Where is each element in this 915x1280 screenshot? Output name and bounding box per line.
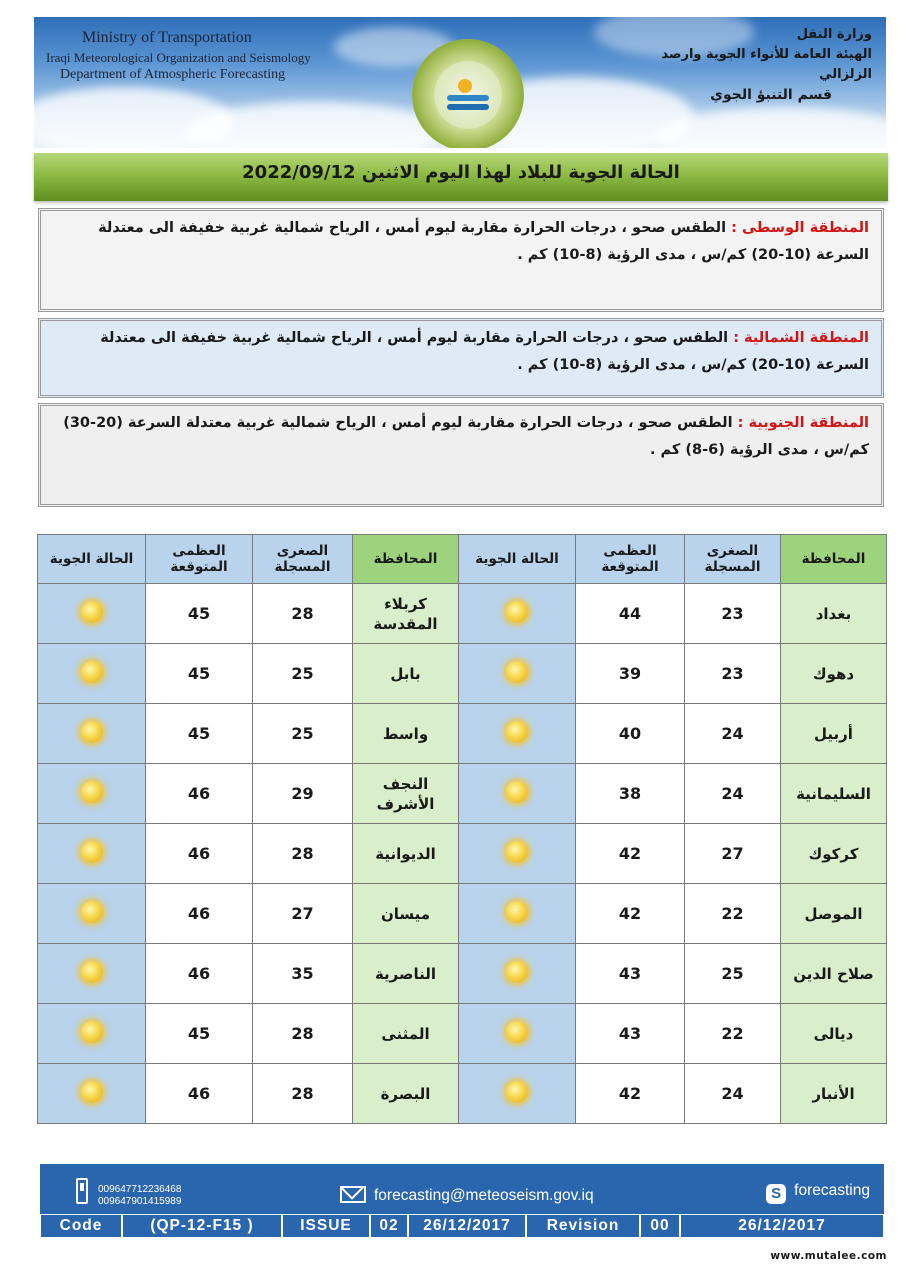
- footer: [40, 1164, 884, 1238]
- col-header-province: المحافظة: [781, 535, 887, 584]
- min-temp-cell: 28: [253, 584, 353, 644]
- province-cell: أربيل: [781, 704, 887, 764]
- province-cell: كربلاء المقدسة: [353, 584, 459, 644]
- table-row: [38, 1004, 887, 1064]
- weather-cell: [38, 704, 146, 764]
- min-temp-cell: 24: [685, 704, 781, 764]
- sun-icon: [506, 721, 528, 743]
- region-text: الطقس صحو ، درجات الحرارة مقاربة ليوم أمس ، الرياح شمالية غربية معتدلة السرعة (20-30) كم/س ، مدى الرؤية (6-8) كم .: [63, 415, 869, 458]
- revision-date: 26/12/2017: [680, 1214, 884, 1238]
- temperature-table: [37, 534, 887, 1124]
- min-temp-cell: 28: [253, 1004, 353, 1064]
- min-temp-cell: 23: [685, 644, 781, 704]
- region-south: [38, 403, 884, 507]
- table-header-row: [38, 535, 887, 584]
- province-cell: ديالى: [781, 1004, 887, 1064]
- table-row: [38, 944, 887, 1004]
- sun-icon: [506, 901, 528, 923]
- sun-icon: [81, 1081, 103, 1103]
- table-row: [38, 1064, 887, 1124]
- max-temp-cell: 45: [146, 644, 253, 704]
- website-watermark: www.mutalee.com: [770, 1250, 887, 1262]
- table-row: [38, 884, 887, 944]
- page-title: الحالة الجوية للبلاد لهذا اليوم الاثنين 2022/09/12: [242, 162, 680, 183]
- table-row: [38, 824, 887, 884]
- province-cell: النجف الأشرف: [353, 764, 459, 824]
- envelope-icon: [340, 1186, 366, 1203]
- sun-icon: [506, 661, 528, 683]
- region-text: الطقس صحو ، درجات الحرارة مقاربة ليوم أمس ، الرياح شمالية غربية خفيفة الى معتدلة السرعة (10-20) كم/س ، مدى الرؤية (8-10) كم .: [98, 220, 869, 263]
- min-temp-cell: 25: [253, 644, 353, 704]
- ministry-name-en: Ministry of Transportation: [82, 29, 252, 46]
- col-header-max: العظمى المتوقعة: [576, 535, 685, 584]
- ministry-name-ar: وزارة النقل: [796, 27, 872, 42]
- min-temp-cell: 24: [685, 764, 781, 824]
- sun-icon: [81, 781, 103, 803]
- max-temp-cell: 46: [146, 884, 253, 944]
- min-temp-cell: 28: [253, 1064, 353, 1124]
- max-temp-cell: 43: [576, 944, 685, 1004]
- min-temp-cell: 27: [253, 884, 353, 944]
- sun-icon: [506, 841, 528, 863]
- organization-logo: [412, 39, 524, 148]
- col-header-min: الصغرى المسجلة: [685, 535, 781, 584]
- skype-icon: S: [766, 1184, 786, 1204]
- phone-number: 009647712236468: [98, 1184, 182, 1195]
- max-temp-cell: 46: [146, 1064, 253, 1124]
- province-cell: الأنبار: [781, 1064, 887, 1124]
- province-cell: صلاح الدين: [781, 944, 887, 1004]
- max-temp-cell: 42: [576, 1064, 685, 1124]
- max-temp-cell: 42: [576, 824, 685, 884]
- max-temp-cell: 45: [146, 584, 253, 644]
- min-temp-cell: 25: [685, 944, 781, 1004]
- province-cell: بابل: [353, 644, 459, 704]
- max-temp-cell: 43: [576, 1004, 685, 1064]
- sun-icon: [506, 961, 528, 983]
- table-row: [38, 644, 887, 704]
- weather-cell: [459, 704, 576, 764]
- col-header-min: الصغرى المسجلة: [253, 535, 353, 584]
- min-temp-cell: 23: [685, 584, 781, 644]
- province-cell: الديوانية: [353, 824, 459, 884]
- province-cell: بغداد: [781, 584, 887, 644]
- table-row: [38, 704, 887, 764]
- weather-cell: [38, 644, 146, 704]
- weather-cell: [459, 884, 576, 944]
- region-central: [38, 208, 884, 312]
- col-header-max: العظمى المتوقعة: [146, 535, 253, 584]
- organization-name-en: Iraqi Meteorological Organization and Seismology: [46, 49, 311, 65]
- weather-cell: [459, 1064, 576, 1124]
- max-temp-cell: 46: [146, 764, 253, 824]
- english-header: [46, 27, 346, 85]
- phone-icon: [76, 1178, 88, 1204]
- col-header-weather: الحالة الجوية: [459, 535, 576, 584]
- col-header-province: المحافظة: [353, 535, 459, 584]
- code-label: Code: [40, 1214, 122, 1238]
- weather-cell: [38, 1004, 146, 1064]
- min-temp-cell: 28: [253, 824, 353, 884]
- province-cell: الموصل: [781, 884, 887, 944]
- province-cell: الناصرية: [353, 944, 459, 1004]
- max-temp-cell: 39: [576, 644, 685, 704]
- header-banner: [34, 17, 886, 148]
- weather-cell: [459, 824, 576, 884]
- phone-number: 009647901415989: [98, 1196, 182, 1207]
- region-name: المنطقة الشمالية :: [733, 330, 869, 346]
- max-temp-cell: 42: [576, 884, 685, 944]
- min-temp-cell: 22: [685, 884, 781, 944]
- max-temp-cell: 46: [146, 824, 253, 884]
- email-contact[interactable]: [340, 1186, 594, 1205]
- weather-cell: [38, 584, 146, 644]
- weather-cell: [38, 944, 146, 1004]
- max-temp-cell: 45: [146, 704, 253, 764]
- organization-name-ar: الهيئة العامة للأنواء الجوية وارصد الزلزالي: [661, 47, 872, 83]
- weather-cell: [459, 1004, 576, 1064]
- max-temp-cell: 38: [576, 764, 685, 824]
- issue-number: 02: [370, 1214, 408, 1238]
- sun-icon: [81, 721, 103, 743]
- email-address[interactable]: forecasting@meteoseism.gov.iq: [374, 1187, 594, 1204]
- province-cell: كركوك: [781, 824, 887, 884]
- revision-label: Revision: [526, 1214, 640, 1238]
- province-cell: دهوك: [781, 644, 887, 704]
- min-temp-cell: 29: [253, 764, 353, 824]
- sun-icon: [81, 961, 103, 983]
- department-name-ar: قسم التنبؤ الجوي: [710, 87, 832, 104]
- sun-icon: [81, 661, 103, 683]
- sun-icon: [506, 601, 528, 623]
- sun-icon: [81, 1021, 103, 1043]
- weather-cell: [459, 584, 576, 644]
- sun-icon: [81, 901, 103, 923]
- min-temp-cell: 24: [685, 1064, 781, 1124]
- col-header-weather: الحالة الجوية: [38, 535, 146, 584]
- weather-cell: [459, 944, 576, 1004]
- table-row: [38, 764, 887, 824]
- weather-cell: [459, 644, 576, 704]
- arabic-header: [612, 25, 872, 107]
- weather-cell: [459, 764, 576, 824]
- department-name-en: Department of Atmospheric Forecasting: [60, 67, 286, 83]
- province-cell: المثنى: [353, 1004, 459, 1064]
- sun-icon: [506, 1021, 528, 1043]
- code-value: (QP-12-F15 ): [122, 1214, 282, 1238]
- weather-cell: [38, 884, 146, 944]
- min-temp-cell: 25: [253, 704, 353, 764]
- phone-numbers: [98, 1184, 181, 1208]
- sun-icon: [81, 601, 103, 623]
- issue-date: 26/12/2017: [408, 1214, 526, 1238]
- weather-cell: [38, 764, 146, 824]
- province-cell: ميسان: [353, 884, 459, 944]
- max-temp-cell: 46: [146, 944, 253, 1004]
- weather-cell: [38, 824, 146, 884]
- skype-contact[interactable]: [766, 1182, 870, 1204]
- title-bar: [34, 153, 888, 201]
- province-cell: البصرة: [353, 1064, 459, 1124]
- province-cell: السليمانية: [781, 764, 887, 824]
- document-code-bar: [40, 1214, 884, 1238]
- skype-name: forecasting: [794, 1182, 870, 1199]
- weather-cell: [38, 1064, 146, 1124]
- sun-icon: [506, 781, 528, 803]
- max-temp-cell: 45: [146, 1004, 253, 1064]
- max-temp-cell: 44: [576, 584, 685, 644]
- region-text: الطقس صحو ، درجات الحرارة مقاربة ليوم أمس ، الرياح شمالية غربية خفيفة الى معتدلة السرعة (10-20) كم/س ، مدى الرؤية (8-10) كم .: [100, 330, 869, 373]
- region-name: المنطقة الوسطى :: [731, 220, 869, 236]
- max-temp-cell: 40: [576, 704, 685, 764]
- min-temp-cell: 22: [685, 1004, 781, 1064]
- region-name: المنطقة الجنوبية :: [737, 415, 869, 431]
- sun-icon: [506, 1081, 528, 1103]
- revision-number: 00: [640, 1214, 680, 1238]
- issue-label: ISSUE: [282, 1214, 370, 1238]
- min-temp-cell: 27: [685, 824, 781, 884]
- table-row: [38, 584, 887, 644]
- min-temp-cell: 35: [253, 944, 353, 1004]
- region-north: [38, 318, 884, 398]
- province-cell: واسط: [353, 704, 459, 764]
- sun-icon: [81, 841, 103, 863]
